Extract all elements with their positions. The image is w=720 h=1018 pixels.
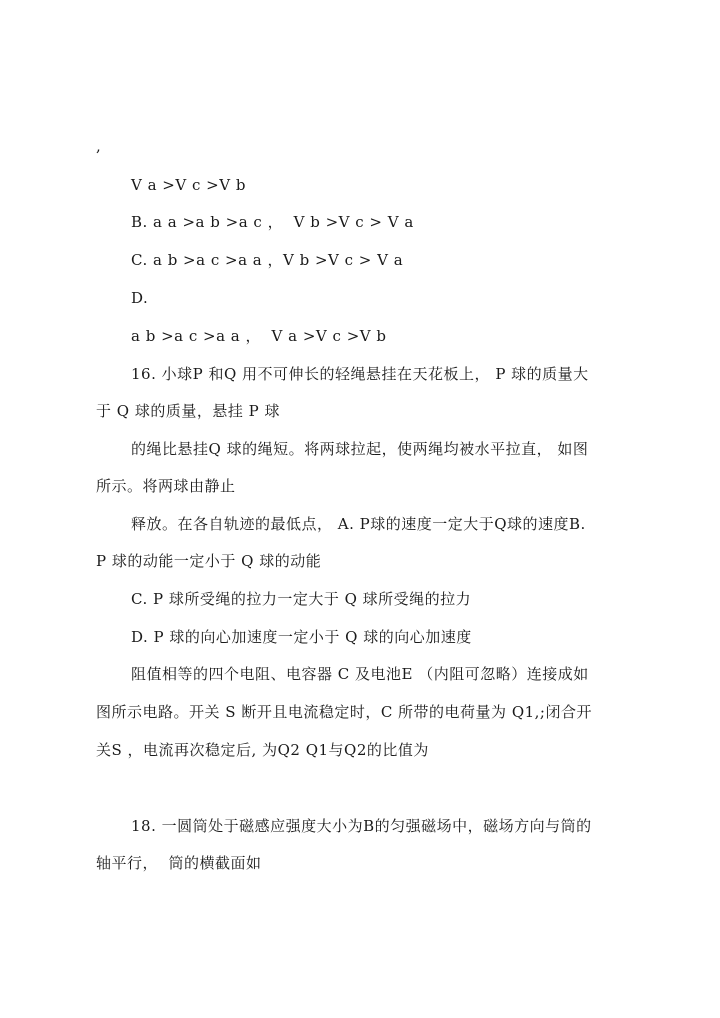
question-16-line-1: 16. 小球P 和Q 用不可伸长的轻绳悬挂在天花板上， P 球的质量大 xyxy=(131,365,589,383)
option-b: B. a a >a b >a c ， V b >V c > V a xyxy=(131,213,414,231)
option-d-content: a b >a c >a a ， V a >V c >V b xyxy=(131,327,387,345)
question-16-line-4: 所示。将两球由静止 xyxy=(96,477,236,495)
option-d-label: D. xyxy=(131,289,149,307)
stray-comma: , xyxy=(96,137,102,155)
question-16-line-3: 的绳比悬挂Q 球的绳短。将两球拉起，使两绳均被水平拉直， 如图 xyxy=(131,440,589,458)
option-c: C. a b >a c >a a ，V b >V c > V a xyxy=(131,251,404,269)
question-16-option-d: D. P 球的向心加速度一定小于 Q 球的向心加速度 xyxy=(131,628,472,646)
question-17-line-1: 阻值相等的四个电阻、电容器 C 及电池E （内阻可忽略）连接成如 xyxy=(131,665,589,683)
question-16-line-2: 于 Q 球的质量，悬挂 P 球 xyxy=(96,402,280,420)
question-18-line-1: 18. 一圆筒处于磁感应强度大小为B的匀强磁场中，磁场方向与筒的 xyxy=(131,817,592,835)
question-17-line-2: 图所示电路。开关 S 断开且电流稳定时，C 所带的电荷量为 Q1,;闭合开 xyxy=(96,703,592,721)
option-a-continued: V a >V c >V b xyxy=(131,176,246,194)
question-16-line-5: 释放。在各自轨迹的最低点， A. P球的速度一定大于Q球的速度B. xyxy=(131,515,586,533)
question-16-option-b: P 球的动能一定小于 Q 球的动能 xyxy=(96,552,322,570)
question-18-line-2: 轴平行， 筒的横截面如 xyxy=(96,854,262,872)
question-16-option-c: C. P 球所受绳的拉力一定大于 Q 球所受绳的拉力 xyxy=(131,590,472,608)
question-17-line-3: 关S ，电流再次稳定后, 为Q2 Q1与Q2的比值为 xyxy=(96,741,429,759)
